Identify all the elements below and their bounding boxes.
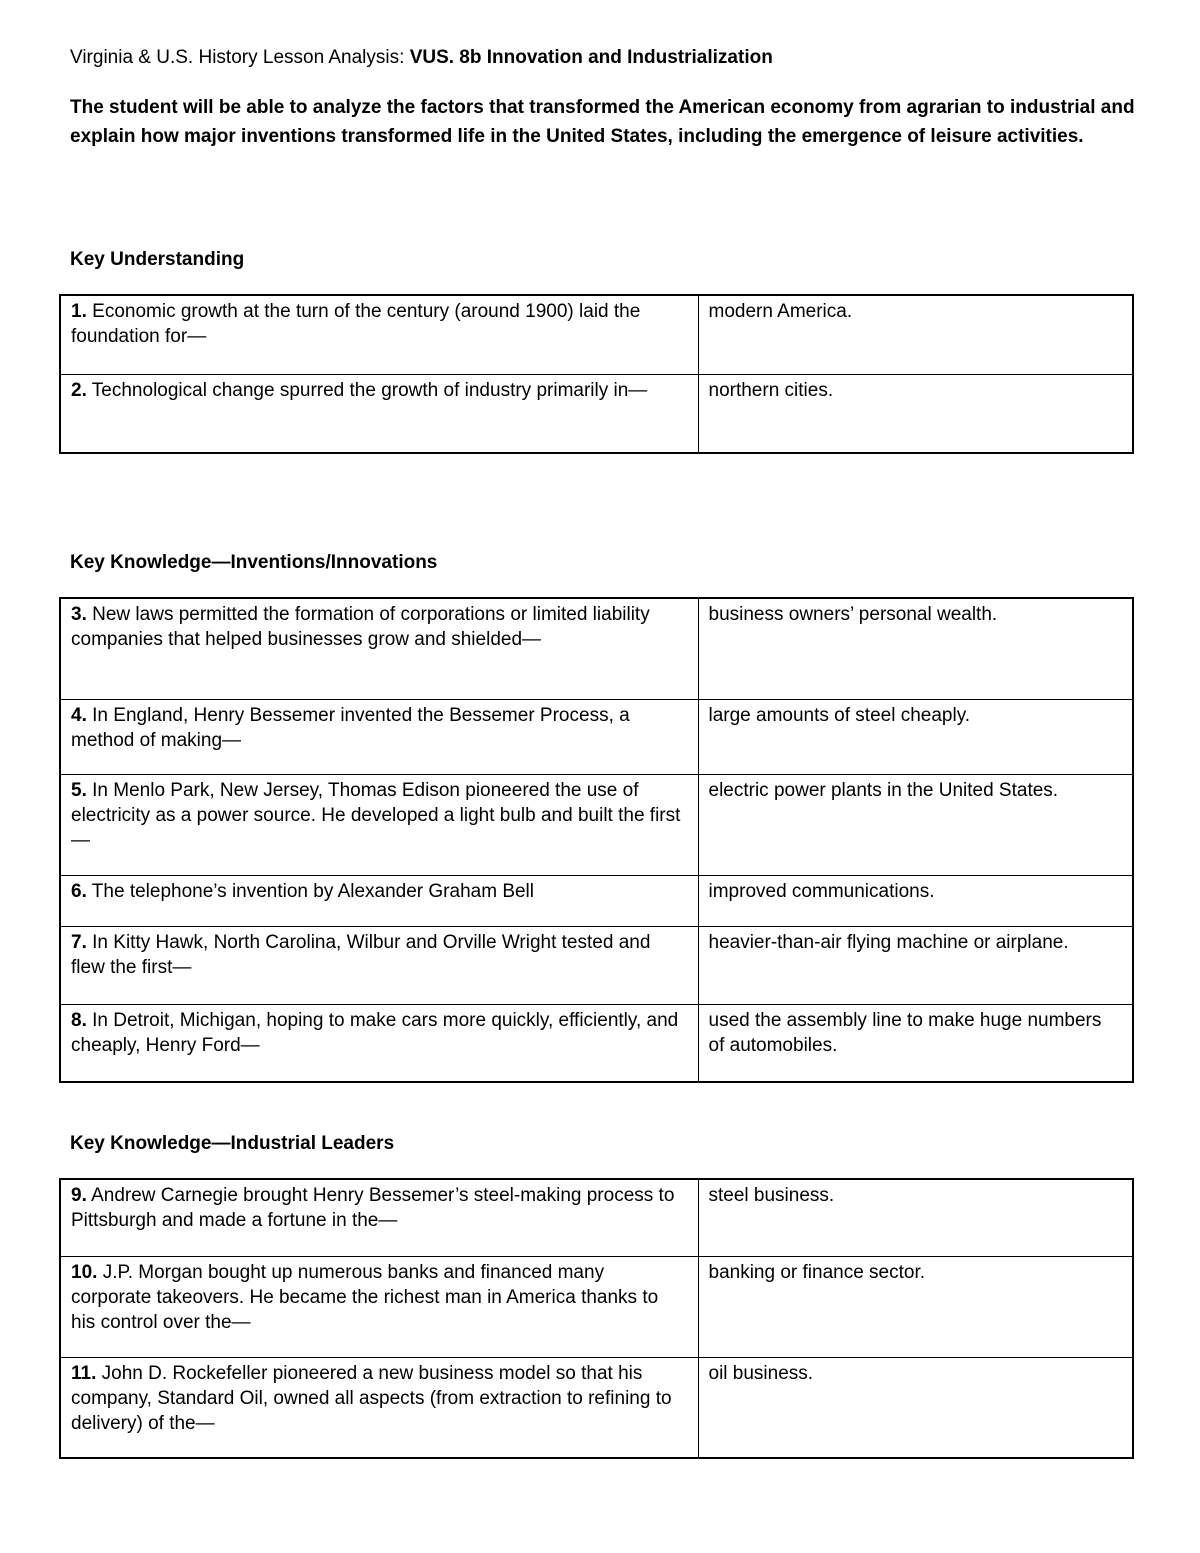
question-number: 4. (71, 704, 87, 726)
answer-cell: steel business. (698, 1179, 1133, 1256)
question-cell (60, 1004, 698, 1082)
question-cell (60, 1357, 698, 1458)
question-number: 2. (71, 379, 87, 401)
table-row (60, 875, 1133, 926)
answer-cell: large amounts of steel cheaply. (698, 699, 1133, 774)
table-row (60, 1004, 1133, 1082)
question-number: 8. (71, 1009, 87, 1031)
question-cell (60, 1256, 698, 1357)
question-text: Technological change spurred the growth of industry primarily in— (91, 379, 648, 401)
question-cell (60, 1179, 698, 1256)
table-row (60, 1357, 1133, 1458)
table-row (60, 1179, 1133, 1256)
table-row (60, 926, 1133, 1004)
question-text: In Detroit, Michigan, hoping to make cars more quickly, efficiently, and cheaply, Henry Ford— (71, 1009, 679, 1056)
question-number: 6. (71, 880, 87, 902)
answer-cell: improved communications. (698, 875, 1133, 926)
question-number: 3. (71, 604, 87, 625)
question-cell (60, 875, 698, 926)
table-row (60, 374, 1133, 453)
answer-cell: business owners’ personal wealth. (698, 598, 1133, 699)
section-heading-inventions: Key Knowledge—Inventions/Innovations (70, 552, 438, 573)
question-number: 9. (71, 1185, 87, 1206)
question-cell (60, 926, 698, 1004)
question-cell (60, 374, 698, 453)
question-text: Andrew Carnegie brought Henry Bessemer’s steel-making process to Pittsburgh and made a fortune in the— (71, 1185, 675, 1231)
table-row (60, 774, 1133, 875)
question-text: John D. Rockefeller pioneered a new business model so that his company, Standard Oil, owned all aspects (from extraction to refining to delivery) of the— (71, 1362, 672, 1434)
question-text: In Menlo Park, New Jersey, Thomas Edison pioneered the use of electricity as a power source. He developed a light bulb and built the first— (71, 779, 681, 851)
page-title (70, 46, 773, 70)
answer-cell: modern America. (698, 295, 1133, 374)
question-number: 11. (71, 1362, 97, 1384)
table-row (60, 295, 1133, 374)
question-text: The telephone’s invention by Alexander Graham Bell (91, 880, 535, 902)
title-standard: VUS. 8b Innovation and Industrialization (409, 47, 773, 68)
question-number: 5. (71, 779, 87, 801)
answer-cell: northern cities. (698, 374, 1133, 453)
question-cell (60, 774, 698, 875)
section-heading-industrial-leaders: Key Knowledge—Industrial Leaders (70, 1133, 395, 1154)
answer-cell: oil business. (698, 1357, 1133, 1458)
question-number: 7. (71, 931, 87, 953)
table-row (60, 598, 1133, 699)
key-understanding-table (59, 294, 1134, 454)
answer-cell: heavier-than-air flying machine or airplane. (698, 926, 1133, 1004)
title-prefix: Virginia & U.S. History Lesson Analysis: (70, 47, 405, 68)
question-text: In Kitty Hawk, North Carolina, Wilbur and Orville Wright tested and flew the first— (71, 931, 651, 978)
question-text: J.P. Morgan bought up numerous banks and financed many corporate takeovers. He became the richest man in America thanks to his control over the— (71, 1261, 659, 1333)
answer-cell: used the assembly line to make huge numbers of automobiles. (698, 1004, 1133, 1082)
question-cell (60, 598, 698, 699)
question-number: 1. (71, 301, 87, 322)
question-number: 10. (71, 1261, 98, 1283)
question-cell (60, 699, 698, 774)
question-cell (60, 295, 698, 374)
section-heading-key-understanding: Key Understanding (70, 249, 245, 270)
table-row (60, 1256, 1133, 1357)
table-row (60, 699, 1133, 774)
inventions-table (59, 597, 1134, 1083)
learning-objective: The student will be able to analyze the factors that transformed the American economy from agrarian to industrial and explain how major inventions transformed life in the United States, including the emergence of leisure activities. (70, 97, 1135, 147)
answer-cell: electric power plants in the United States. (698, 774, 1133, 875)
question-text: New laws permitted the formation of corporations or limited liability companies that helped businesses grow and shielded— (71, 604, 650, 650)
question-text: In England, Henry Bessemer invented the Bessemer Process, a method of making— (71, 704, 630, 751)
industrial-leaders-table (59, 1178, 1134, 1459)
answer-cell: banking or finance sector. (698, 1256, 1133, 1357)
question-text: Economic growth at the turn of the century (around 1900) laid the foundation for— (71, 301, 641, 347)
